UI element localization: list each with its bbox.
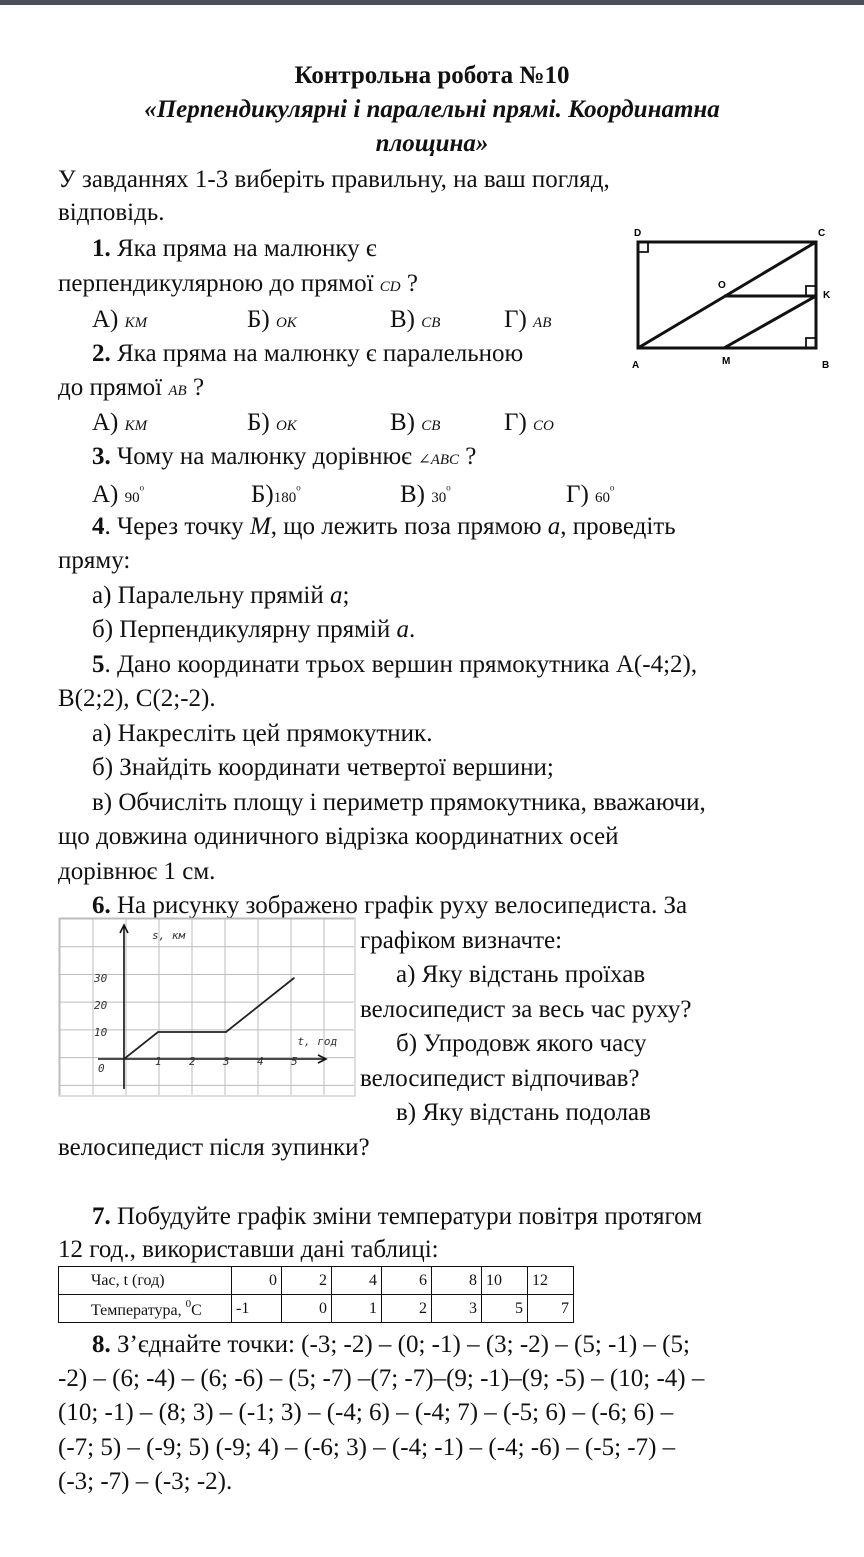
label-c: C (818, 228, 826, 239)
q6-item-b2: велосипедист відпочивав? (360, 1065, 640, 1092)
label-k: K (823, 290, 831, 301)
q8-line4: (-7; 5) – (-9; 5) (-9; 4) – (-6; 3) – (-4; -1) – (-4; -6) – (-5; -7) – (58, 1434, 676, 1461)
q7-number: 7. (92, 1203, 111, 1230)
rectangle-figure (626, 222, 838, 372)
q6-line2: графіком визначте: (360, 927, 563, 954)
q5-item-c3: дорівнює 1 см. (58, 858, 216, 885)
x-tick-label: 5 (291, 1055, 298, 1068)
label-b: B (822, 360, 830, 371)
table-cell: 6 (382, 1267, 432, 1295)
table-cell: 2 (282, 1267, 332, 1295)
data-point (225, 1031, 227, 1033)
q2-answer-a: А) KM (92, 409, 148, 436)
q8-number: 8. (92, 1331, 111, 1358)
table-cell: 12 (528, 1267, 574, 1295)
q1-question-mark: ? (406, 270, 418, 297)
cyclist-motion-chart (58, 917, 356, 1097)
q3-question-mark: ? (465, 443, 477, 470)
q1-text-line2: перпендикулярною до прямої (58, 270, 374, 297)
q6-item-c2: велосипедист після зупинки? (58, 1134, 370, 1161)
y-axis-label: s, км (152, 929, 186, 942)
q1-answer-a: А) KM (92, 306, 148, 333)
q3-line1 (92, 440, 476, 477)
q1-answer-g: Г) AB (504, 306, 552, 333)
page-subtitle-line2: площина» (375, 130, 489, 157)
data-point (123, 1058, 125, 1060)
table-cell: 3 (432, 1295, 482, 1323)
q5-item-c2: що довжина одиничного відрізка координатних осей (58, 823, 619, 850)
q5-item-a: а) Накресліть цей прямокутник. (92, 720, 433, 747)
label-o: O (718, 280, 726, 291)
q3-answer-g: Г) $60^{^0}$ (566, 481, 615, 508)
q6-item-a2: велосипедист за весь час руху? (360, 996, 692, 1023)
table-cell: 0 (282, 1295, 332, 1323)
q5-number: 5 (92, 651, 105, 678)
segment-km (724, 296, 816, 348)
q2-line1 (92, 337, 523, 371)
x-tick-label: 1 (155, 1055, 162, 1068)
table-cell: 0 (232, 1267, 282, 1295)
q2-question-mark: ? (192, 374, 205, 401)
data-point (157, 1031, 159, 1033)
table-cell: 10 (482, 1267, 528, 1295)
table-cell: -1 (232, 1295, 282, 1323)
table-cell: 5 (482, 1295, 528, 1323)
q2-text-line2: до прямої (58, 374, 163, 401)
q6-item-b1: б) Упродовж якого часу (396, 1030, 647, 1057)
q7-line2: 12 год., використавши дані таблиці: (58, 1236, 439, 1263)
table-row (59, 1295, 574, 1323)
q3-answer-b: $Б)180^{^0}$ (251, 481, 301, 508)
table-header-time: Час, t (год) (59, 1267, 232, 1295)
intro-line1: У завданнях 1-3 виберіть правильну, на ваш погляд, (58, 166, 610, 193)
label-a: A (632, 360, 640, 371)
table-header-temperature: Температура, $^0$С (59, 1295, 232, 1323)
y-tick-label: 10 (94, 1026, 108, 1039)
q3-text: Чому на малюнку дорівнює (117, 443, 412, 470)
x-tick-label: 3 (223, 1055, 230, 1068)
q3-answer-v: В) $30^{^0}$ (400, 481, 451, 508)
q2-text-line1: Яка пряма на малюнку є паралельною (117, 340, 524, 367)
label-m: M (722, 356, 731, 367)
q5-item-c1: в) Обчисліть площу і периметр прямокутника, вважаючи, (92, 789, 706, 816)
table-cell: 1 (332, 1295, 382, 1323)
series-line (124, 978, 294, 1059)
y-tick-label: 30 (94, 972, 108, 985)
table-cell: 2 (382, 1295, 432, 1323)
q6-number: 6. (92, 892, 111, 919)
table-cell: 8 (432, 1267, 482, 1295)
q1-text-line1: Яка пряма на малюнку є (117, 235, 377, 262)
q5-item-b: б) Знайдіть координати четвертої вершини; (92, 754, 554, 781)
x-tick-label: 4 (257, 1055, 264, 1068)
q4-line2: пряму: (58, 547, 131, 574)
q1-answer-b: Б) OK (247, 306, 297, 333)
page-subtitle-line1: «Перпендикулярні і паралельні прямі. Координатна (144, 96, 720, 123)
q3-number: 3. (92, 443, 111, 470)
q2-answer-v: В) CB (390, 409, 441, 436)
q3-answer-a: А) $90^{^0}$ (92, 481, 145, 508)
q1-number: 1. (92, 235, 111, 262)
q8-line1: 8. З’єднайте точки: (-3; -2) – (0; -1) – (3; -2) – (5; -1) – (5; (92, 1331, 690, 1358)
q1-answer-v: В) CB (390, 306, 441, 333)
intro-line2: відповідь. (58, 199, 165, 226)
q4-number: 4 (92, 513, 105, 540)
x-axis-label: t, год (297, 1035, 338, 1048)
q4-line1: 4. Через точку M, що лежить поза прямою a, проведіть (92, 513, 676, 540)
q8-line2: -2) – (6; -4) – (6; -6) – (5; -7) –(7; -7)–(9; -1)–(9; -5) – (10; -4) – (58, 1365, 705, 1392)
q2-number: 2. (92, 340, 111, 367)
q2-answer-g: Г) CO (504, 409, 554, 436)
q3-symbol: ∠ABC (418, 452, 460, 468)
page-title: Контрольна робота №10 (294, 62, 570, 89)
q4-item-a: а) Паралельну прямій a; (92, 582, 350, 609)
temperature-table (58, 1266, 574, 1323)
q5-line1: 5. Дано координати трьох вершин прямокутника А(-4;2), (92, 651, 698, 678)
y-tick-label: 20 (94, 999, 108, 1012)
q1-line1 (92, 232, 377, 266)
q1-symbol: CD (379, 279, 401, 295)
q6-item-c1: в) Яку відстань подолав (396, 1099, 651, 1126)
q2-symbol: AB (168, 383, 187, 399)
q4-item-b: б) Перпендикулярну прямій a. (92, 616, 416, 643)
table-row (59, 1267, 574, 1295)
q6-line1: 6. На рисунку зображено графік руху велосипедиста. За (92, 892, 688, 919)
q7-line1: 7. Побудуйте графік зміни температури повітря протягом (92, 1203, 703, 1230)
q1-line2 (58, 267, 418, 304)
q2-line2 (58, 371, 204, 408)
origin-label: 0 (98, 1062, 105, 1075)
q2-answer-b: Б) OK (247, 409, 297, 436)
label-d: D (634, 228, 642, 239)
x-tick-label: 2 (189, 1055, 196, 1068)
table-cell: 7 (528, 1295, 574, 1323)
data-point (293, 977, 295, 979)
q5-line2: В(2;2), С(2;-2). (58, 685, 216, 712)
q8-line3: (10; -1) – (8; 3) – (-1; 3) – (-4; 6) – (-4; 7) – (-5; 6) – (-6; 6) – (58, 1399, 674, 1426)
q6-item-a1: а) Яку відстань проїхав (396, 961, 646, 988)
q8-line5: (-3; -7) – (-3; -2). (58, 1468, 233, 1495)
table-cell: 4 (332, 1267, 382, 1295)
